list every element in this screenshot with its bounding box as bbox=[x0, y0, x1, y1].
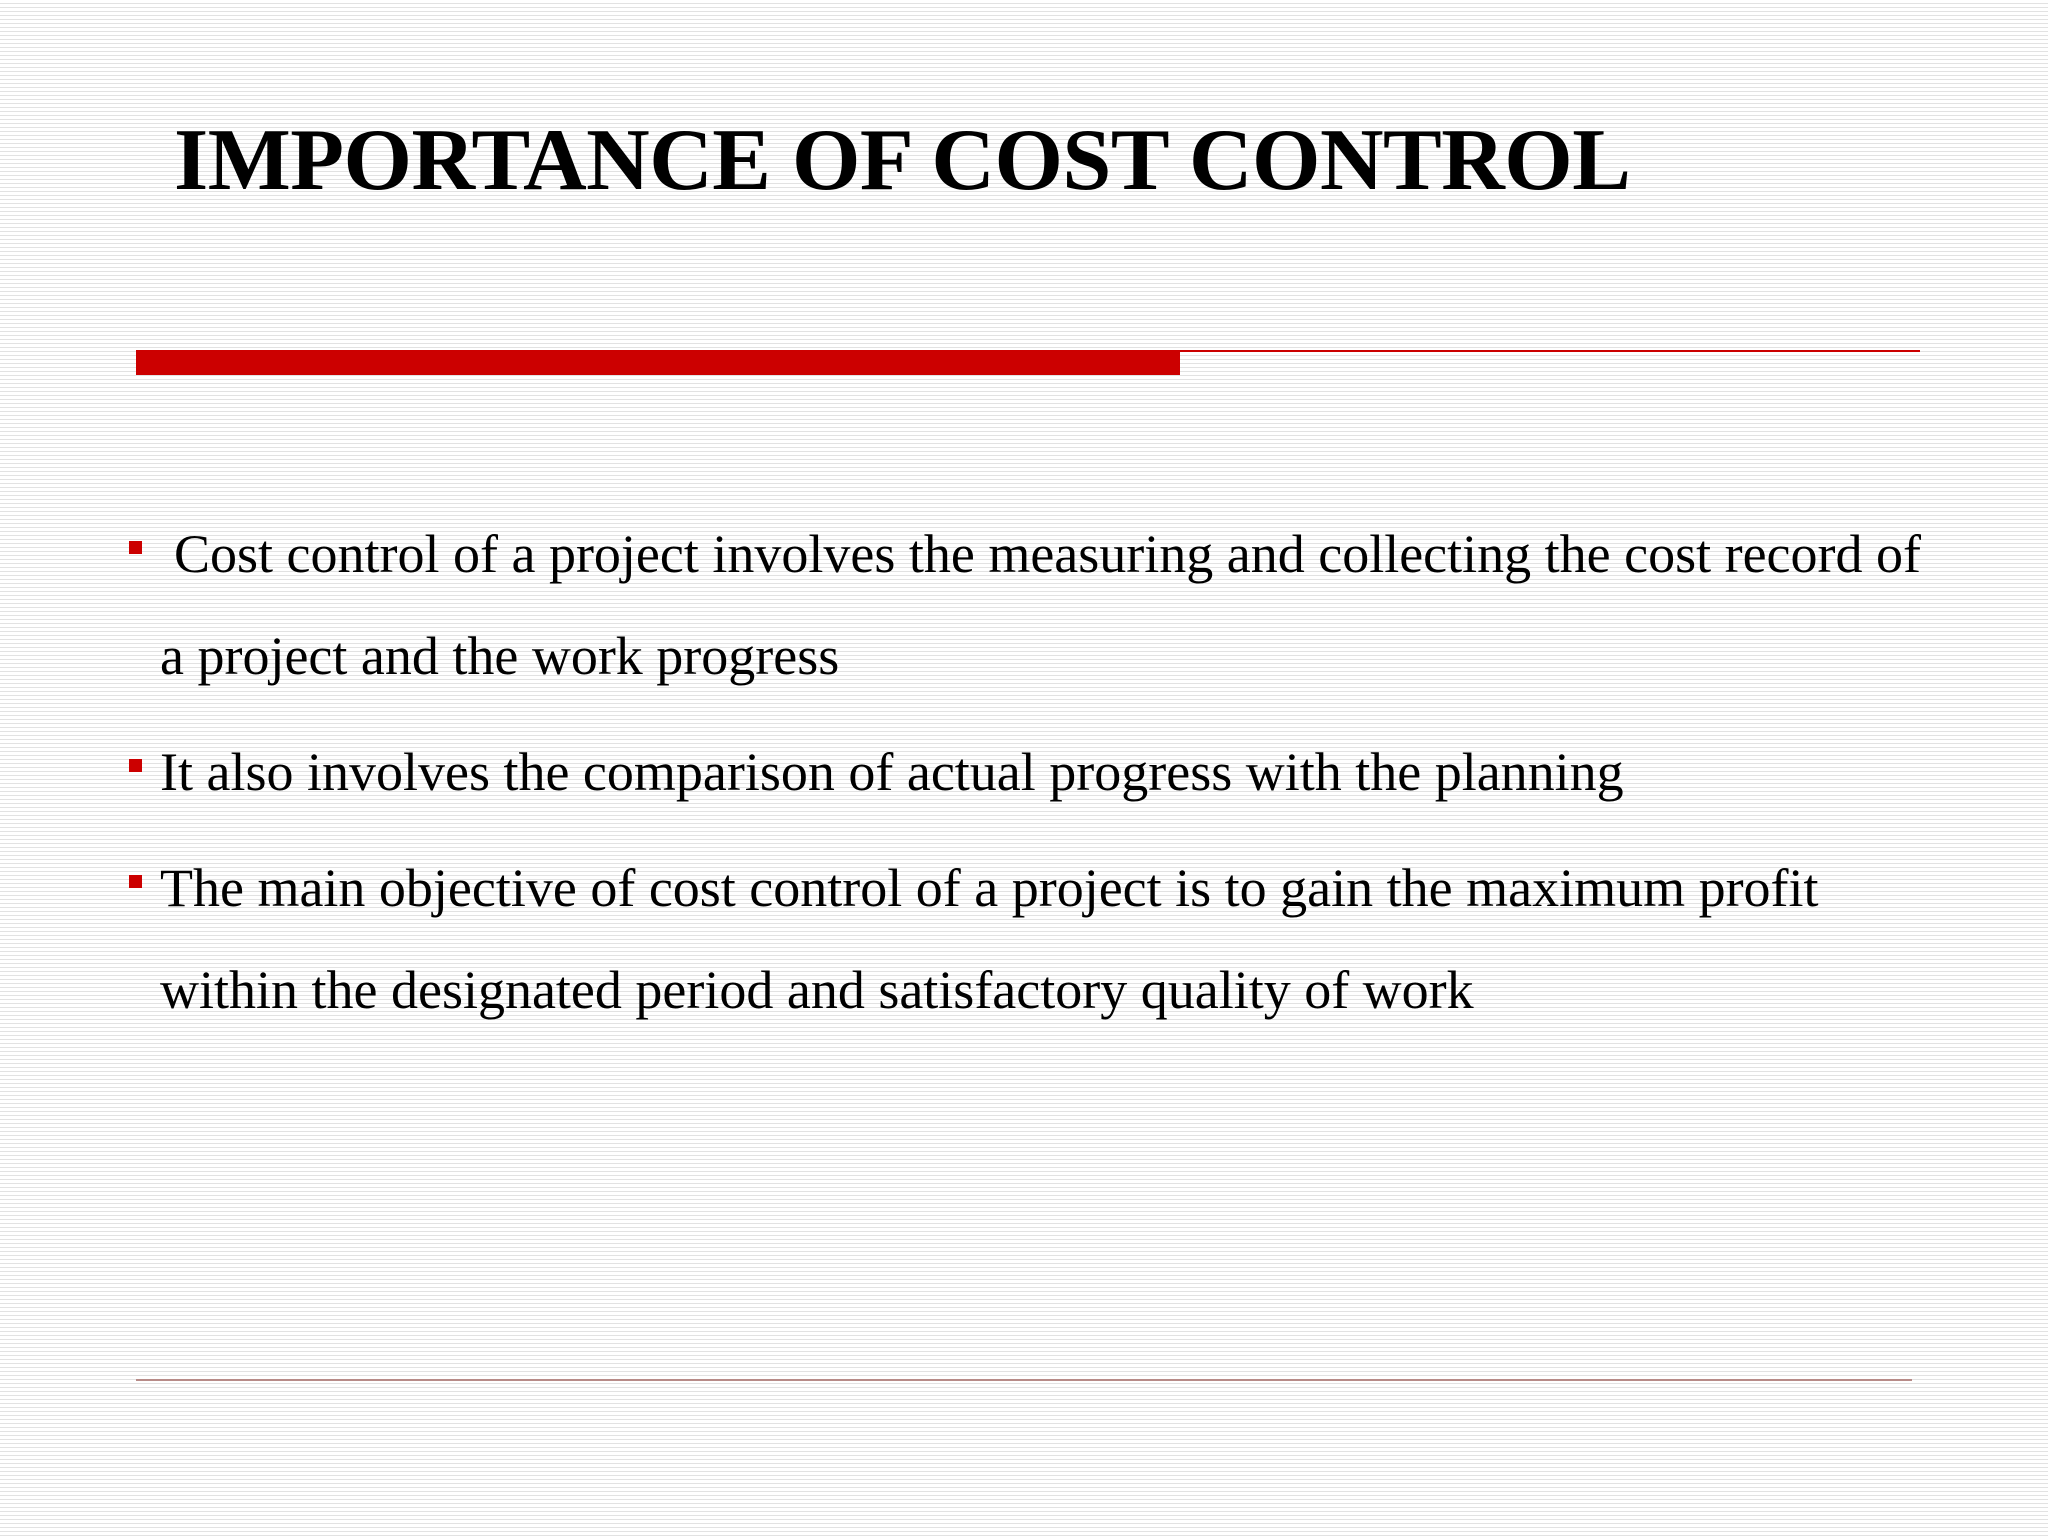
bullet-item bbox=[128, 721, 1948, 823]
bullet-item bbox=[128, 837, 1948, 1041]
bullet-list bbox=[128, 503, 1948, 1055]
bullet-text: It also involves the comparison of actual progress with the planning bbox=[160, 742, 1624, 802]
title-underline-thin bbox=[1180, 350, 1920, 352]
square-bullet-icon bbox=[129, 541, 142, 554]
bullet-text: The main objective of cost control of a project is to gain the maximum profit within the designated period and satisfactory quality of work bbox=[160, 858, 1819, 1020]
bullet-text: Cost control of a project involves the measuring and collecting the cost record of a project and the work progress bbox=[160, 524, 1921, 686]
square-bullet-icon bbox=[129, 759, 142, 772]
title-underline-thick bbox=[136, 350, 1180, 375]
footer-divider bbox=[136, 1379, 1912, 1381]
slide-title: IMPORTANCE OF COST CONTROL bbox=[174, 112, 1631, 209]
bullet-item bbox=[128, 503, 1948, 707]
square-bullet-icon bbox=[129, 875, 142, 888]
